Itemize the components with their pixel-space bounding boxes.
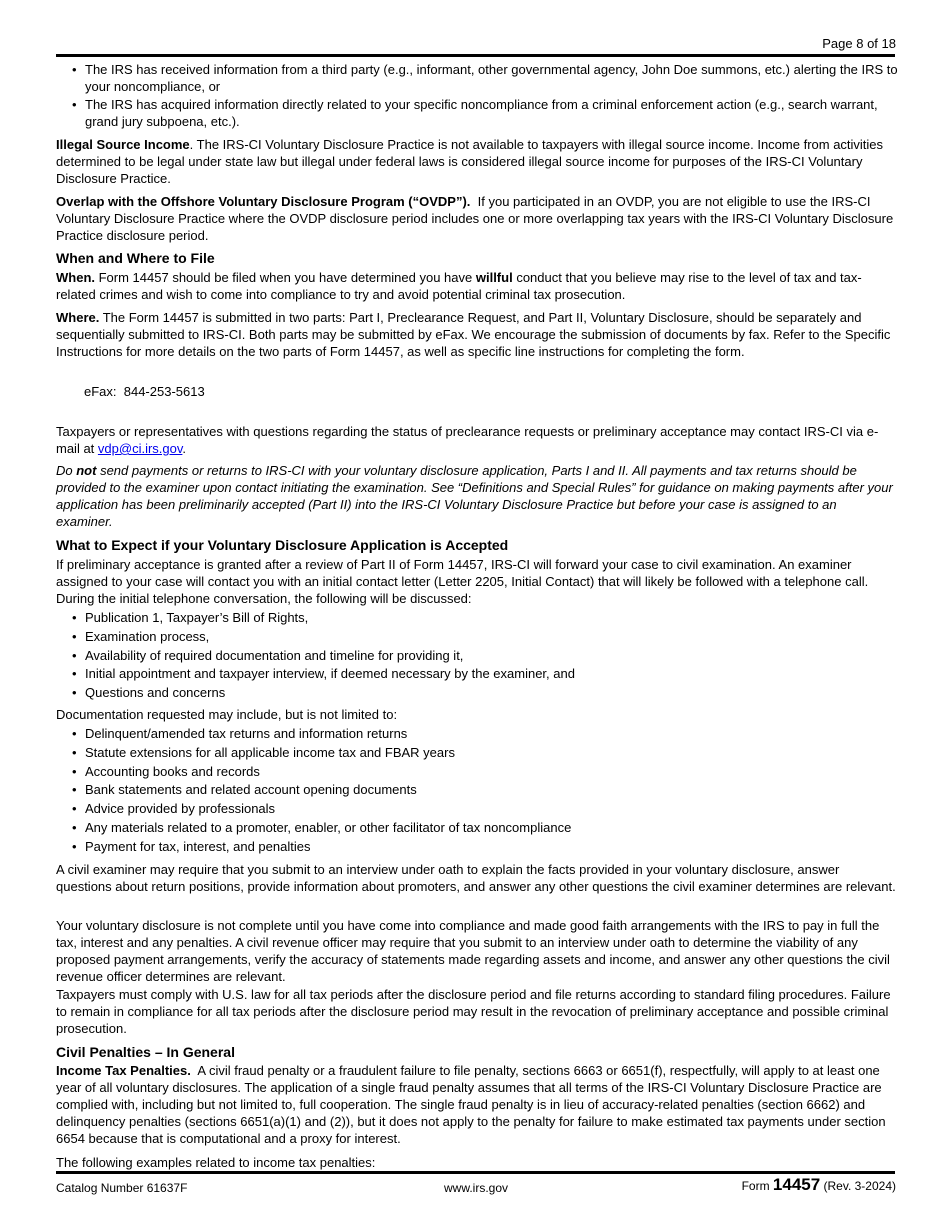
efax-number: eFax: 844-253-5613 xyxy=(84,384,205,399)
section-heading: Civil Penalties – In General xyxy=(56,1044,235,1060)
paragraph-title: Income Tax Penalties. xyxy=(56,1063,191,1078)
paragraph-text: The Form 14457 is submitted in two parts: Part I, Preclearance Request, and Part II, Voluntary Disclosure, should be separately and sequentially submitted to IRS-CI. Both parts may be submitted by eFax. We encourage the submission of documents by fax. Refer to the Specific Instructions for more details on the two parts of Form 14457, as well as specific line instructions for completing the form. xyxy=(56,310,891,359)
bullet-text: Examination process, xyxy=(85,628,210,644)
paragraph: Taxpayers must comply with U.S. law for all tax periods after the disclosure period and file returns according to standard filing procedures. Failure to remain in compliance for all tax periods after the disclosure period may result in the revocation of preliminary acceptance and possible criminal prosecution. xyxy=(56,987,891,1036)
paragraph-title: Overlap with the Offshore Voluntary Disclosure Program (“OVDP”). xyxy=(56,194,471,209)
paragraph: A civil examiner may require that you submit to an interview under oath to explain the facts provided in your voluntary disclosure, answer questions about return positions, provide information about promoters, and answer any other questions the civil examiner determines are relevant. xyxy=(56,862,896,894)
where-paragraph xyxy=(56,309,896,360)
paragraph-title: Illegal Source Income xyxy=(56,137,190,152)
form-id xyxy=(56,1176,896,1195)
paragraph-text: A civil fraud penalty or a fraudulent failure to file penalty, sections 6663 or 6651(f), respectfully, will apply to at least one year of all voluntary disclosures. The application of a single fraud penalty assumes that all terms of the IRS-CI Voluntary Disclosure Practice are complied with, including but not limited to, full cooperation. The single fraud penalty is in lieu of accuracy-related penalties (section 6662) and delinquency penalties (sections 6651(a)(1) and (2)), but it does not apply to the penalty for failure to make estimated tax payments under section 6654 because that is computational and a proxy for interest. xyxy=(56,1063,890,1146)
form-number: 14457 xyxy=(772,1175,821,1194)
list-item xyxy=(72,684,909,701)
email-link[interactable]: vdp@ci.irs.gov xyxy=(97,441,183,456)
bullet-icon: • xyxy=(72,801,77,817)
documentation-intro: Documentation requested may include, but is not limited to: xyxy=(56,707,398,722)
paragraph-text: Form 14457 should be filed when you have determined you have xyxy=(95,270,476,285)
list-item xyxy=(72,744,909,761)
paragraph-text: If you participated in an OVDP, you are not eligible to use the IRS-CI Voluntary Disclosure Practice where the OVDP disclosure period includes one or more overlapping tax years with the IRS-CI Voluntary Disclosure Practice disclosure period. xyxy=(56,194,897,243)
list-item xyxy=(72,838,909,855)
bullet-icon: • xyxy=(72,763,77,779)
bullet-icon: • xyxy=(72,62,77,77)
paragraph: The following examples related to income tax penalties: xyxy=(56,1155,376,1170)
emphasis: willful xyxy=(475,270,513,285)
bullet-text: The IRS has received information from a third party (e.g., informant, other governmental agency, John Doe summons, etc.) alerting the IRS to your noncompliance, or xyxy=(85,62,898,94)
emphasis: not xyxy=(76,463,97,478)
footer-rule xyxy=(56,1171,895,1174)
bullet-icon: • xyxy=(72,726,77,741)
expect-intro: If preliminary acceptance is granted after a review of Part II of Form 14457, IRS-CI will forward your case to civil examination. An examiner assigned to your case will contact you with an initial contact letter (Letter 2205, Initial Contact) that will likely be followed with a telephone call. During the initial telephone conversation, the following will be discussed: xyxy=(56,557,869,606)
bullet-icon: • xyxy=(72,628,77,644)
bullet-text: Bank statements and related account opening documents xyxy=(85,782,417,798)
list-item xyxy=(72,800,909,817)
bullet-text: Statute extensions for all applicable income tax and FBAR years xyxy=(85,744,455,760)
bullet-icon: • xyxy=(72,97,77,112)
form-label: Form xyxy=(741,1179,773,1193)
bullet-text: Any materials related to a promoter, enabler, or other facilitator of tax noncompliance xyxy=(85,820,572,835)
income-tax-penalties-paragraph xyxy=(56,1062,896,1147)
bullet-icon: • xyxy=(72,744,77,760)
bullet-icon: • xyxy=(72,610,77,625)
list-item xyxy=(72,725,909,742)
list-item xyxy=(72,61,909,95)
bullet-text: The IRS has acquired information directly related to your specific noncompliance from a criminal enforcement action (e.g., search warrant, grand jury subpoena, etc.). xyxy=(85,97,878,129)
list-item xyxy=(72,781,909,798)
when-paragraph xyxy=(56,269,896,303)
bullet-icon: • xyxy=(72,820,77,835)
paragraph-text: Taxpayers or representatives with questions regarding the status of preclearance requests or preliminary acceptance may contact IRS-CI via e-mail at xyxy=(56,424,879,456)
list-item xyxy=(72,763,909,780)
header-rule xyxy=(56,54,895,57)
list-item xyxy=(72,96,909,130)
bullet-text: Accounting books and records xyxy=(85,763,260,779)
bullet-icon: • xyxy=(72,838,77,854)
section-heading: When and Where to File xyxy=(56,250,215,266)
revision: (Rev. 3-2024) xyxy=(820,1179,896,1193)
paragraph-text: . xyxy=(182,441,187,456)
paragraph-text: . The IRS-CI Voluntary Disclosure Practice is not available to taxpayers with illegal source income. Income from activities determined to be legal under state law but illegal under federal laws is considered illegal source income for purposes of the IRS-CI Voluntary Disclosure Practice. xyxy=(56,137,884,186)
overlap-paragraph xyxy=(56,193,896,244)
bullet-text: Initial appointment and taxpayer interview, if deemed necessary by the examiner, and xyxy=(85,666,575,682)
bullet-text: Payment for tax, interest, and penalties xyxy=(85,838,311,854)
bullet-icon: • xyxy=(72,782,77,798)
paragraph-title: Where. xyxy=(56,310,100,325)
paragraph-title: When. xyxy=(56,270,95,285)
website: www.irs.gov xyxy=(443,1181,508,1195)
section-heading: What to Expect if your Voluntary Disclosure Application is Accepted xyxy=(56,537,509,553)
bullet-text: Publication 1, Taxpayer’s Bill of Rights, xyxy=(85,610,309,625)
contact-paragraph xyxy=(56,423,896,457)
bullet-text: Delinquent/amended tax returns and information returns xyxy=(85,726,408,741)
paragraph-text: conduct that you believe may rise to the level of tax and tax-related crimes and wish to come into compliance to try and avoid potential criminal tax prosecution. xyxy=(56,270,862,302)
catalog-number: Catalog Number 61637F xyxy=(56,1181,188,1195)
list-item xyxy=(72,647,909,664)
page-number: Page 8 of 18 xyxy=(822,36,896,51)
bullet-text: Availability of required documentation and timeline for providing it, xyxy=(85,647,464,663)
list-item xyxy=(72,819,909,836)
bullet-text: Advice provided by professionals xyxy=(85,801,276,817)
illegal-source-paragraph xyxy=(56,136,896,187)
paragraph-text: Do xyxy=(56,463,77,478)
bullet-icon: • xyxy=(72,666,77,682)
bullet-text: Questions and concerns xyxy=(85,685,226,701)
list-item xyxy=(72,609,909,626)
paragraph: Your voluntary disclosure is not complete until you have come into compliance and made good faith arrangements with the IRS to pay in full the tax, interest and any penalties. A civil revenue officer may require that you submit to an interview under oath to determine the viability of any proposed payment arrangements, verify the accuracy of statements made regarding assets and income, and answer any other questions the civil revenue officer determines are relevant. xyxy=(56,918,890,984)
paragraph-text: send payments or returns to IRS-CI with your voluntary disclosure application, Parts I and II. All payments and tax returns should be provided to the examiner upon contact initiating the examination. See “Definitions and Special Rules” for guidance on making payments after your application has been preliminarily accepted (Part II) into the IRS-CI Voluntary Disclosure Practice but before your case is assigned to an examiner. xyxy=(56,463,893,529)
payment-note xyxy=(56,462,896,530)
bullet-icon: • xyxy=(72,685,77,701)
list-item xyxy=(72,628,909,645)
bullet-icon: • xyxy=(72,647,77,663)
list-item xyxy=(72,665,909,682)
